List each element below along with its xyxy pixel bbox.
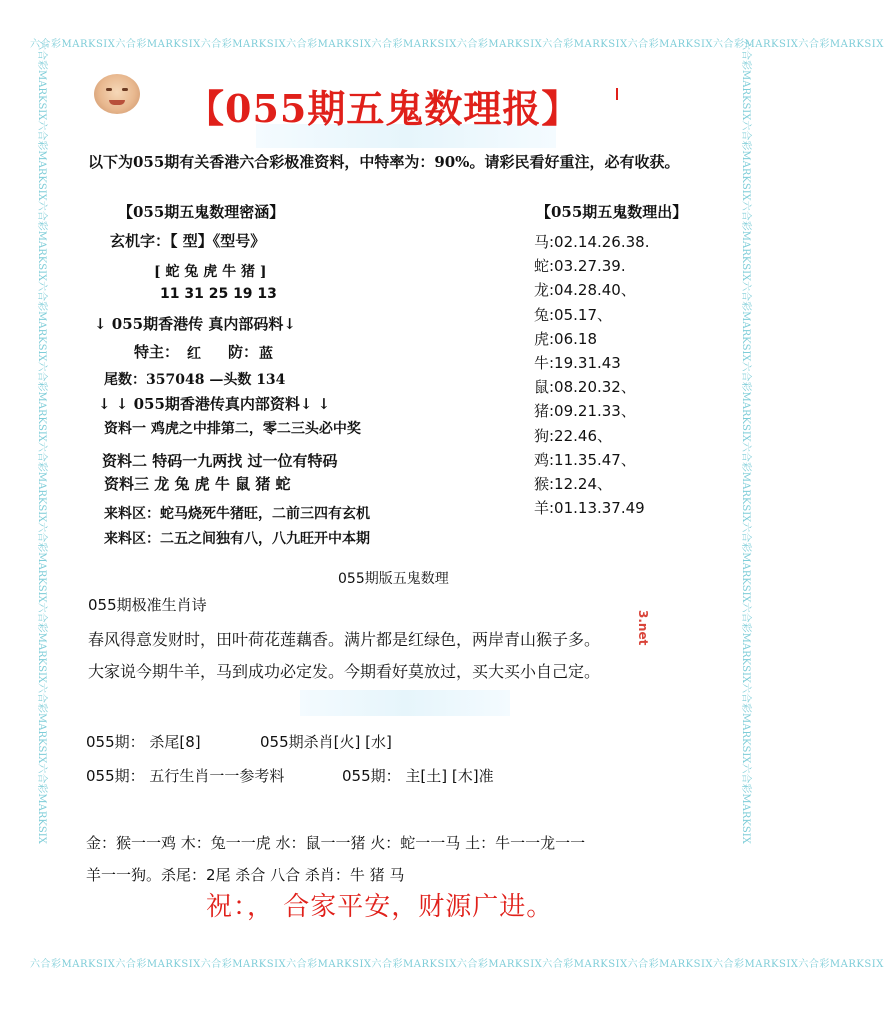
tezhu-value: 红 xyxy=(187,346,201,362)
page-title: 【055期五鬼数理报】 xyxy=(186,86,581,131)
material-1: 资料一 鸡虎之中排第二，零二三头必中奖 xyxy=(104,421,361,437)
number-group: 11 31 25 19 13 xyxy=(160,286,277,302)
blessing-footer: 祝：， 合家平安，财源广进。 xyxy=(206,892,554,922)
face-logo-image xyxy=(94,74,140,114)
logo-left-eye xyxy=(106,88,112,91)
right-border-pattern xyxy=(740,40,754,970)
elements-line-2: 羊一一狗。杀尾：2尾 杀合 八合 杀肖：牛 猪 马 xyxy=(86,866,405,884)
left-border-pattern xyxy=(36,40,50,970)
list-item: 虎:06.18 xyxy=(534,329,597,348)
tezhu-label: 特主： xyxy=(134,343,180,361)
list-item: 狗:22.46、 xyxy=(534,426,612,445)
kill-zodiac-line: 055期杀肖[火] [水] xyxy=(260,733,392,751)
section-title: 055期版五鬼数理 xyxy=(338,571,449,587)
watermark-text: 3.net xyxy=(636,610,650,646)
tail-number-line: 尾数：357048 —头数 134 xyxy=(104,372,286,388)
list-item: 鸡:11.35.47、 xyxy=(534,450,636,469)
material-2: 资料二 特码一九两找 过一位有特码 xyxy=(102,452,338,470)
right-section-heading: 【055期五鬼数理出】 xyxy=(536,203,688,221)
zodiac-number-list xyxy=(534,230,649,520)
list-item: 龙:04.28.40、 xyxy=(534,281,636,300)
hk-fax-line-1: ↓ 055期香港传 真内部码料↓ xyxy=(94,315,296,333)
fang-value: 蓝 xyxy=(259,346,273,362)
top-border-pattern: 六合彩MARKSIX六合彩MARKSIX六合彩MARKSIX六合彩MARKSIX六合彩MARKSIX六合彩MARKSIX六合彩MARKSIX六合彩MARKSIX六合彩MARKSIX六合彩MARKSIX xyxy=(30,39,884,50)
list-item: 兔:05.17、 xyxy=(534,305,612,324)
list-item: 猴:12.24、 xyxy=(534,475,612,494)
incoming-material-1: 来料区：蛇马烧死牛猪旺，二前三四有玄机 xyxy=(104,506,370,522)
fang-label: 防： xyxy=(228,343,259,361)
list-item: 猪:09.21.33、 xyxy=(534,402,636,421)
bottom-border-pattern: 六合彩MARKSIX六合彩MARKSIX六合彩MARKSIX六合彩MARKSIX六合彩MARKSIX六合彩MARKSIX六合彩MARKSIX六合彩MARKSIX六合彩MARKSIX六合彩MARKSIX xyxy=(30,959,884,970)
material-3: 资料三 龙 兔 虎 牛 鼠 猪 蛇 xyxy=(104,475,291,493)
list-item: 羊:01.13.37.49 xyxy=(534,499,645,518)
poem-line-2: 大家说今期牛羊，马到成功必定发。今期看好莫放过，买大买小自己定。 xyxy=(88,662,601,681)
incoming-material-2: 来料区：二五之间独有八，八九旺开中本期 xyxy=(104,531,370,547)
logo-right-eye xyxy=(122,88,128,91)
list-item: 鼠:08.20.32、 xyxy=(534,378,636,397)
main-prediction-line: 055期： 主[土] [木]准 xyxy=(342,767,494,785)
kill-tail-line: 055期： 杀尾[8] xyxy=(86,733,201,751)
poem-highlight-band xyxy=(300,690,510,716)
xuanji-line: 玄机字：【 型】《型号》 xyxy=(110,232,266,250)
right-border-text: 六合彩MARKSIX六合彩MARKSIX六合彩MARKSIX六合彩MARKSIX六合彩MARKSIX六合彩MARKSIX六合彩MARKSIX六合彩MARKSIX六合彩MARKSIX六合彩MARKSIX xyxy=(740,40,751,844)
elements-line-1: 金：猴一一鸡 木：兔一一虎 水：鼠一一猪 火：蛇一一马 土：牛一一龙一一 xyxy=(86,834,586,852)
title-decoration-mark xyxy=(616,88,618,100)
poem-line-1: 春风得意发财时，田叶荷花莲藕香。满片都是红绿色，两岸青山猴子多。 xyxy=(88,630,601,649)
list-item: 马:02.14.26.38. xyxy=(534,233,650,251)
hk-fax-line-2: ↓ ↓ 055期香港传真内部资料↓ ↓ xyxy=(98,395,331,413)
logo-mouth xyxy=(109,100,125,105)
poem-title: 055期极准生肖诗 xyxy=(88,596,207,614)
list-item: 蛇:03.27.39. xyxy=(534,257,626,276)
list-item: 牛:19.31.43 xyxy=(534,354,621,373)
left-section-heading: 【055期五鬼数理密涵】 xyxy=(118,203,285,221)
zodiac-group: [ 蛇 兔 虎 牛 猪 ] xyxy=(154,264,267,280)
intro-paragraph: 以下为055期有关香港六合彩极准资料，中特率为：90%。请彩民看好重注，必有收获。 xyxy=(88,153,680,171)
wuxing-line: 055期： 五行生肖一一参考料 xyxy=(86,767,285,785)
left-border-text: 六合彩MARKSIX六合彩MARKSIX六合彩MARKSIX六合彩MARKSIX六合彩MARKSIX六合彩MARKSIX六合彩MARKSIX六合彩MARKSIX六合彩MARKSIX六合彩MARKSIX xyxy=(36,40,47,844)
